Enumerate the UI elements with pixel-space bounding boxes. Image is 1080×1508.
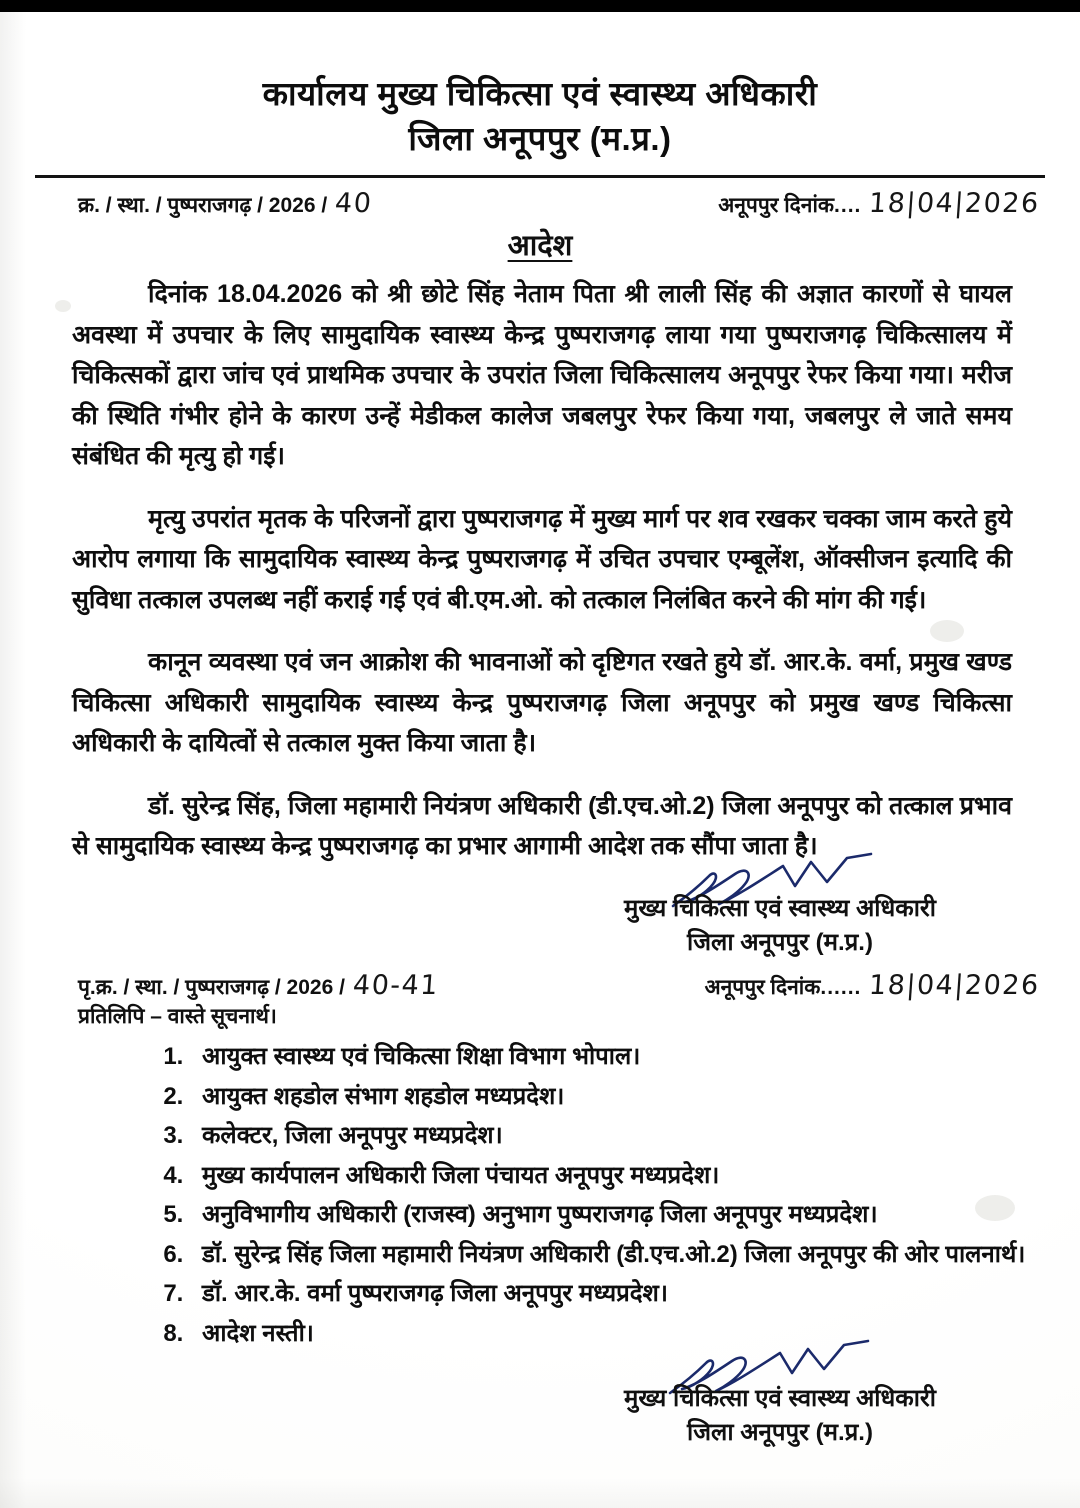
document-page bbox=[0, 12, 1080, 1508]
date-handwritten-bottom: 18|04|2026 bbox=[868, 970, 1042, 1001]
document-body bbox=[72, 274, 1012, 867]
signatory-office-line-2-bottom: जिला अनूपपुर (म.प्र.) bbox=[687, 1419, 873, 1447]
body-paragraph-2: मृत्यु उपरांत मृतक के परिजनों द्वारा पुष्पराजगढ़ में मुख्य मार्ग पर शव रखकर चक्का जाम करते हुये आरोप लगाया कि सामुदायिक स्वास्थ्य केन्द्र पुष्पराजगढ़ में उचित उपचार एम्बूलेंश, ऑक्सीजन इत्यादि की सुविधा तत्काल उपलब्ध नहीं कराई गई एवं बी.एम.ओ. को तत्काल निलंबित करने की मांग की गई। bbox=[72, 504, 1012, 614]
reference-number-top bbox=[78, 188, 373, 219]
scanner-edge-band bbox=[0, 0, 1080, 12]
date-block-top bbox=[718, 188, 1040, 219]
date-label: अनूपपुर दिनांक bbox=[718, 194, 835, 217]
copy-to-label: प्रतिलिपि – वास्ते सूचनार्थ। bbox=[78, 1005, 277, 1028]
office-name-line-1: कार्यालय मुख्य चिकित्सा एवं स्वास्थ्य अधिकारी bbox=[262, 75, 818, 112]
office-name-line-2: जिला अनूपपुर (म.प्र.) bbox=[408, 119, 672, 157]
reference-number-handwritten: 40 bbox=[334, 188, 374, 219]
list-item: 2. आयुक्त शहडोल संभाग शहडोल मध्यप्रदेश। bbox=[190, 1080, 1050, 1115]
reference-number-label-bottom: पृ.क्र. / स्था. / पुष्पराजगढ़ / 2026 / bbox=[78, 976, 345, 999]
list-item: 3. कलेक्टर, जिला अनूपपुर मध्यप्रदेश। bbox=[190, 1119, 1050, 1154]
list-item: 5. अनुविभागीय अधिकारी (राजस्व) अनुभाग पुष्पराजगढ़ जिला अनूपपुर मध्यप्रदेश। bbox=[190, 1198, 1050, 1233]
signatory-designation-line-1: मुख्य चिकित्सा एवं स्वास्थ्य अधिकारी bbox=[624, 895, 936, 922]
list-item: 4. मुख्य कार्यपालन अधिकारी जिला पंचायत अनूपपुर मध्यप्रदेश। bbox=[190, 1159, 1050, 1194]
document-title: आदेश bbox=[507, 230, 573, 262]
date-dots: .... bbox=[834, 194, 862, 217]
reference-row-top bbox=[0, 188, 1080, 219]
recipient-list bbox=[152, 1040, 1050, 1356]
letterhead bbox=[0, 12, 1080, 162]
body-paragraph-3: कानून व्यवस्था एवं जन आक्रोश की भावनाओं को दृष्टिगत रखते हुये डॉ. आर.के. वर्मा, प्रमुख खण्ड चिकित्सा अधिकारी सामुदायिक स्वास्थ्य केन्द्र पुष्पराजगढ़ जिला अनूपपुर को प्रमुख खण्ड चिकित्सा अधिकारी के दायित्वों से तत्काल मुक्त किया जाता है। bbox=[72, 648, 1012, 757]
list-item: 7. डॉ. आर.के. वर्मा पुष्पराजगढ़ जिला अनूपपुर मध्यप्रदेश। bbox=[190, 1277, 1050, 1312]
date-label-bottom: अनूपपुर दिनांक bbox=[704, 976, 821, 999]
signature-block-top bbox=[545, 892, 1015, 960]
list-item: 8. आदेश नस्ती। bbox=[190, 1317, 1050, 1352]
body-paragraph-4: डॉ. सुरेन्द्र सिंह, जिला महामारी नियंत्रण अधिकारी (डी.एच.ओ.2) जिला अनूपपुर को तत्काल प्रभाव से सामुदायिक स्वास्थ्य केन्द्र पुष्पराजगढ़ का प्रभार आगामी आदेश तक सौंपा जाता है। bbox=[72, 791, 1012, 860]
list-item: 1. आयुक्त स्वास्थ्य एवं चिकित्सा शिक्षा विभाग भोपाल। bbox=[190, 1040, 1050, 1075]
signature-block-bottom bbox=[545, 1382, 1015, 1450]
signatory-designation-line-1-bottom: मुख्य चिकित्सा एवं स्वास्थ्य अधिकारी bbox=[624, 1385, 936, 1412]
date-block-bottom bbox=[705, 970, 1040, 1001]
reference-row-bottom bbox=[0, 970, 1080, 1001]
list-item: 6. डॉ. सुरेन्द्र सिंह जिला महामारी नियंत्रण अधिकारी (डी.एच.ओ.2) जिला अनूपपुर की ओर पालनार्थ। bbox=[190, 1238, 1050, 1273]
reference-number-bottom bbox=[78, 970, 439, 1001]
date-handwritten: 18|04|2026 bbox=[868, 188, 1042, 219]
header-divider-rule bbox=[35, 175, 1045, 178]
signatory-office-line-2: जिला अनूपपुर (म.प्र.) bbox=[687, 929, 873, 957]
body-paragraph-1: दिनांक 18.04.2026 को श्री छोटे सिंह नेताम पिता श्री लाली सिंह की अज्ञात कारणों से घायल अवस्था में उपचार के लिए सामुदायिक स्वास्थ्य केन्द्र पुष्पराजगढ़ लाया गया पुष्पराजगढ़ चिकित्सालय में चिकित्सकों द्वारा जांच एवं प्राथमिक उपचार के उपरांत जिला चिकित्सालय अनूपपुर रेफर किया गया। मरीज की स्थिति गंभीर होने के कारण उन्हें मेडीकल कालेज जबलपुर रेफर किया गया, जबलपुर ले जाते समय संबंधित की मृत्यु हो गई। bbox=[72, 280, 1012, 470]
reference-number-handwritten-bottom: 40-41 bbox=[351, 970, 440, 1001]
date-dots-bottom: ...... bbox=[820, 976, 862, 999]
reference-number-label: क्र. / स्था. / पुष्पराजगढ़ / 2026 / bbox=[78, 194, 328, 217]
